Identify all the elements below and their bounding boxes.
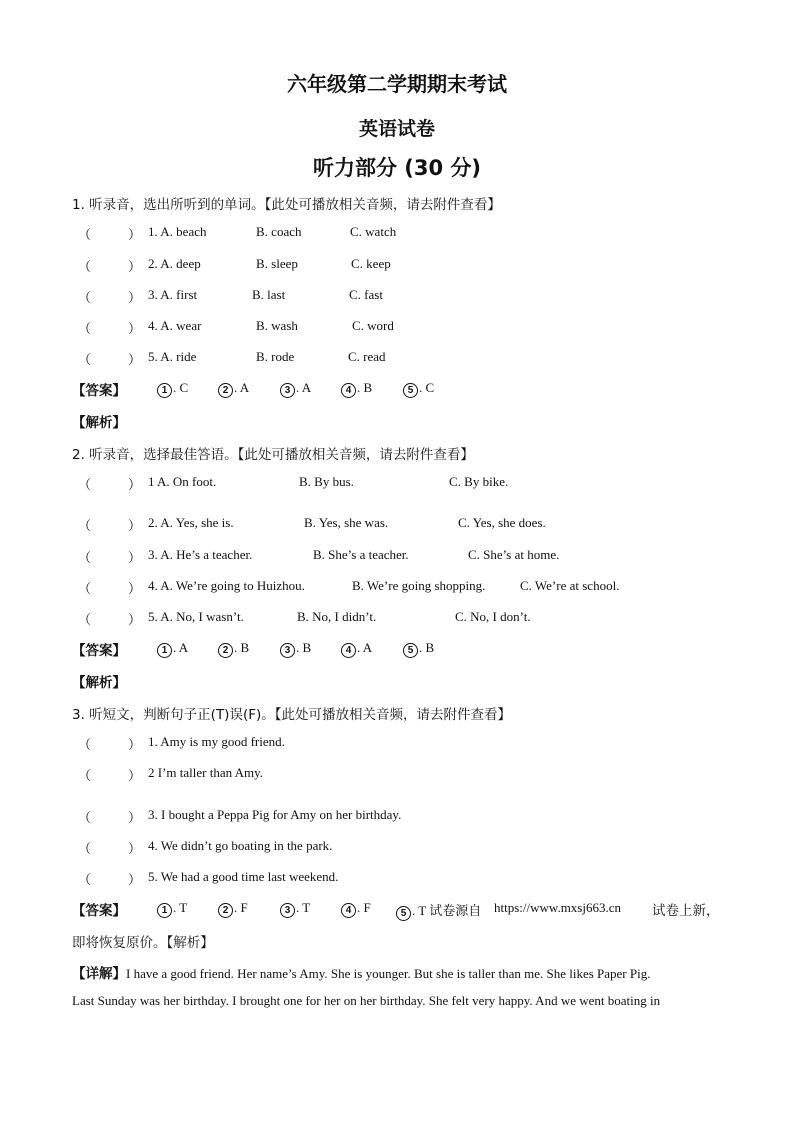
- answer-value: . T: [296, 900, 311, 915]
- q2-answer-2: [218, 640, 249, 658]
- answer-value: . F: [357, 900, 371, 915]
- q2-answer-4: [341, 640, 372, 658]
- circled-number: 2: [218, 383, 233, 398]
- q3-answer-label: 【答案】: [72, 903, 126, 919]
- q3-answer-3: [280, 900, 310, 918]
- circled-number: 2: [218, 903, 233, 918]
- q1-item-1-option-b: B. coach: [256, 224, 302, 239]
- bracket-open: （: [78, 259, 92, 274]
- bracket-open: （: [78, 737, 92, 752]
- bracket-open: （: [78, 290, 92, 305]
- bracket-close: ）: [128, 518, 142, 533]
- bracket-close: ）: [128, 321, 142, 336]
- bracket-open: （: [78, 550, 92, 565]
- circled-number: 1: [157, 903, 172, 918]
- bracket-open: （: [78, 810, 92, 825]
- bracket-close: ）: [128, 737, 142, 752]
- q1-item-3-option-b: B. last: [252, 287, 286, 302]
- q1-item-1-option-a: 1. A. beach: [148, 224, 207, 239]
- q1-item-4-option-c: C. word: [352, 318, 394, 333]
- q2-item-2-option-a: 2. A. Yes, she is.: [148, 515, 234, 530]
- bracket-open: （: [78, 352, 92, 367]
- answer-value: . A: [357, 640, 373, 655]
- bracket-close: ）: [128, 290, 142, 305]
- q1-item-5-option-a: 5. A. ride: [148, 349, 197, 364]
- bracket-open: （: [78, 321, 92, 336]
- q2-answer-1: [157, 640, 188, 658]
- q1-item-4-option-b: B. wash: [256, 318, 298, 333]
- q2-item-4-option-b: B. We’re going shopping.: [352, 578, 486, 593]
- q3-answer-5: [396, 900, 481, 921]
- circled-number: 5: [403, 383, 418, 398]
- q2-item-5-option-c: C. No, I don’t.: [455, 609, 531, 624]
- answer-value: . C: [419, 380, 435, 395]
- q1-answer-4: [341, 380, 372, 398]
- q3-item-1-statement: 1. Amy is my good friend.: [148, 734, 285, 749]
- answer-value: . C: [173, 380, 189, 395]
- circled-number: 4: [341, 383, 356, 398]
- answer-value: . B: [357, 380, 373, 395]
- bracket-close: ）: [128, 872, 142, 887]
- section-title: 听力部分 (30 分): [312, 156, 482, 180]
- circled-number: 4: [341, 903, 356, 918]
- q2-item-3-option-b: B. She’s a teacher.: [313, 547, 409, 562]
- q2-answer-5: [403, 640, 434, 658]
- exam-subtitle: 英语试卷: [358, 118, 435, 140]
- detail-label: 【详解】: [72, 966, 126, 982]
- q1-analysis-label: 【解析】: [72, 415, 126, 431]
- bracket-open: （: [78, 581, 92, 596]
- q1-item-5-option-c: C. read: [348, 349, 386, 364]
- circled-number: 1: [157, 383, 172, 398]
- q3-prompt: 3. 听短文，判断句子正(T)误(F)。【此处可播放相关音频，请去附件查看】: [72, 707, 511, 723]
- circled-number: 3: [280, 383, 295, 398]
- q2-item-3-option-c: C. She’s at home.: [468, 547, 560, 562]
- answer-value: . B: [234, 640, 250, 655]
- bracket-close: ）: [128, 768, 142, 783]
- watermark-url: https://www.mxsj663.cn: [494, 900, 621, 915]
- bracket-close: ）: [128, 581, 142, 596]
- q1-item-5-option-b: B. rode: [256, 349, 295, 364]
- q2-item-1-option-c: C. By bike.: [449, 474, 509, 489]
- bracket-open: （: [78, 768, 92, 783]
- q1-item-3-option-c: C. fast: [349, 287, 383, 302]
- bracket-close: ）: [128, 477, 142, 492]
- circled-number: 1: [157, 643, 172, 658]
- q2-prompt: 2. 听录音，选择最佳答语。【此处可播放相关音频，请去附件查看】: [72, 447, 474, 463]
- q1-answer-1: [157, 380, 188, 398]
- exam-title: 六年级第二学期期末考试: [287, 72, 507, 96]
- answer-value: . A: [296, 380, 312, 395]
- bracket-open: （: [78, 612, 92, 627]
- q2-item-5-option-b: B. No, I didn’t.: [297, 609, 377, 624]
- q1-answer-label: 【答案】: [72, 383, 126, 399]
- q3-item-3-statement: 3. I bought a Peppa Pig for Amy on her birthday.: [148, 807, 402, 822]
- bracket-open: （: [78, 841, 92, 856]
- circled-number: 5: [403, 643, 418, 658]
- q1-item-3-option-a: 3. A. first: [148, 287, 198, 302]
- bracket-open: （: [78, 477, 92, 492]
- bracket-close: ）: [128, 810, 142, 825]
- circled-number: 3: [280, 903, 295, 918]
- answer-value: . B: [296, 640, 312, 655]
- answer-value: . B: [419, 640, 435, 655]
- watermark-line2: 即将恢复原价。【解析】: [72, 935, 214, 951]
- q1-item-2-option-b: B. sleep: [256, 256, 298, 271]
- q2-item-4-option-a: 4. A. We’re going to Huizhou.: [148, 578, 305, 593]
- bracket-close: ）: [128, 259, 142, 274]
- q2-item-1-option-b: B. By bus.: [299, 474, 354, 489]
- bracket-close: ）: [128, 612, 142, 627]
- bracket-close: ）: [128, 550, 142, 565]
- q3-item-5-statement: 5. We had a good time last weekend.: [148, 869, 339, 884]
- q3-answer-4: [341, 900, 371, 918]
- bracket-open: （: [78, 518, 92, 533]
- answer-value: . T 试卷源自: [412, 903, 482, 918]
- bracket-open: （: [78, 227, 92, 242]
- q2-item-3-option-a: 3. A. He’s a teacher.: [148, 547, 253, 562]
- q1-answer-2: [218, 380, 249, 398]
- q1-item-4-option-a: 4. A. wear: [148, 318, 202, 333]
- bracket-close: ）: [128, 841, 142, 856]
- q2-item-4-option-c: C. We’re at school.: [520, 578, 620, 593]
- bracket-close: ）: [128, 352, 142, 367]
- q2-answer-3: [280, 640, 311, 658]
- q1-answer-3: [280, 380, 311, 398]
- detail-text-1: I have a good friend. Her name’s Amy. She is younger. But she is taller than me. She likes Paper Pig.: [126, 966, 651, 981]
- q1-answer-5: [403, 380, 434, 398]
- q2-item-5-option-a: 5. A. No, I wasn’t.: [148, 609, 244, 624]
- circled-number: 4: [341, 643, 356, 658]
- circled-number: 2: [218, 643, 233, 658]
- q1-item-2-option-a: 2. A. deep: [148, 256, 201, 271]
- q2-item-1-option-a: 1 A. On foot.: [148, 474, 217, 489]
- q3-answer-1: [157, 900, 187, 918]
- answer-value: . A: [234, 380, 250, 395]
- q3-item-4-statement: 4. We didn’t go boating in the park.: [148, 838, 333, 853]
- detail-line-1: [72, 962, 650, 982]
- circled-number: 3: [280, 643, 295, 658]
- watermark-tail: 试卷上新，: [652, 903, 720, 919]
- q1-item-1-option-c: C. watch: [350, 224, 397, 239]
- answer-value: . A: [173, 640, 189, 655]
- q3-answer-2: [218, 900, 248, 918]
- bracket-close: ）: [128, 227, 142, 242]
- q2-item-2-option-c: C. Yes, she does.: [458, 515, 546, 530]
- q1-prompt: 1. 听录音，选出所听到的单词。【此处可播放相关音频，请去附件查看】: [72, 197, 501, 213]
- q2-item-2-option-b: B. Yes, she was.: [304, 515, 389, 530]
- answer-value: . T: [173, 900, 188, 915]
- q1-item-2-option-c: C. keep: [351, 256, 391, 271]
- detail-line-2: Last Sunday was her birthday. I brought one for her on her birthday. She felt very happy. And we went boating in: [72, 993, 661, 1008]
- circled-number: 5: [396, 906, 411, 921]
- q2-analysis-label: 【解析】: [72, 675, 126, 691]
- q3-item-2-statement: 2 I’m taller than Amy.: [148, 765, 264, 780]
- bracket-open: （: [78, 872, 92, 887]
- answer-value: . F: [234, 900, 248, 915]
- q2-answer-label: 【答案】: [72, 643, 126, 659]
